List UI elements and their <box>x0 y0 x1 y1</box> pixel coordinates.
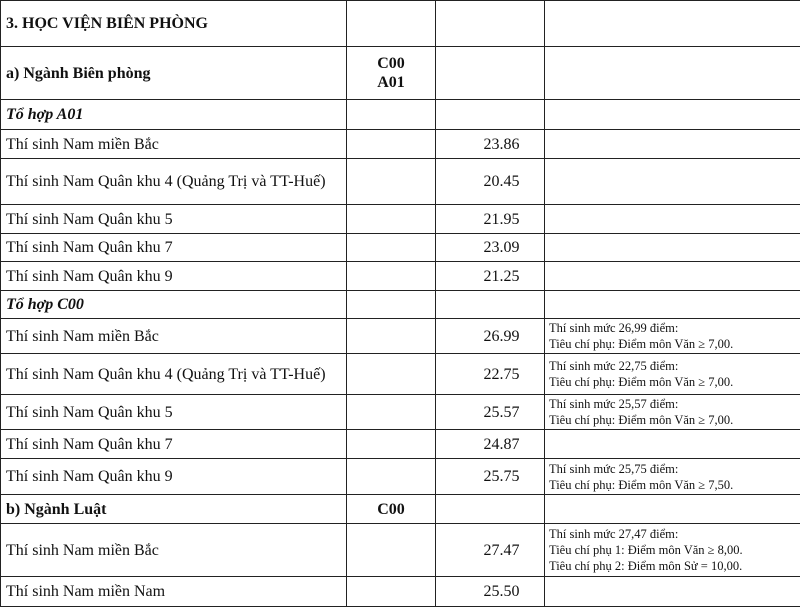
empty-cell <box>347 395 436 430</box>
candidate-group: Thí sinh Nam Quân khu 7 <box>1 430 347 459</box>
major-b-row <box>1 495 800 524</box>
empty-cell <box>545 1 800 47</box>
empty-cell <box>347 159 436 205</box>
group-c00-label: Tổ hợp C00 <box>1 291 347 319</box>
score-cell: 26.99 <box>436 319 545 354</box>
section-title: 3. HỌC VIỆN BIÊN PHÒNG <box>1 1 347 47</box>
empty-cell <box>347 459 436 495</box>
major-a-label: a) Ngành Biên phòng <box>1 47 347 100</box>
major-b-code: C00 <box>347 495 436 524</box>
empty-cell <box>347 577 436 607</box>
candidate-group: Thí sinh Nam Quân khu 9 <box>1 459 347 495</box>
empty-cell <box>545 130 800 159</box>
empty-cell <box>347 130 436 159</box>
score-cell: 20.45 <box>436 159 545 205</box>
empty-cell <box>347 354 436 395</box>
empty-cell <box>347 234 436 262</box>
subject-code: A01 <box>377 74 405 91</box>
empty-cell <box>545 262 800 291</box>
empty-cell <box>545 234 800 262</box>
candidate-group: Thí sinh Nam Quân khu 5 <box>1 395 347 430</box>
candidate-group: Thí sinh Nam Quân khu 4 (Quảng Trị và TT-Huế) <box>1 354 347 395</box>
note-line: Tiêu chí phụ: Điểm môn Văn ≥ 7,00. <box>549 413 734 427</box>
score-cell: 24.87 <box>436 430 545 459</box>
note-line: Thí sinh mức 25,75 điểm: <box>549 461 679 476</box>
note-line: Thí sinh mức 25,57 điểm: <box>549 397 679 411</box>
table-row <box>1 459 800 495</box>
candidate-group: Thí sinh Nam Quân khu 9 <box>1 262 347 291</box>
candidate-group: Thí sinh Nam miền Nam <box>1 577 347 607</box>
table-row <box>1 130 800 159</box>
empty-cell <box>347 319 436 354</box>
candidate-group: Thí sinh Nam Quân khu 7 <box>1 234 347 262</box>
table-row <box>1 234 800 262</box>
major-a-codes <box>347 47 436 100</box>
empty-cell <box>545 159 800 205</box>
table-row <box>1 262 800 291</box>
section-header-row <box>1 1 800 47</box>
empty-cell <box>436 495 545 524</box>
major-a-row <box>1 47 800 100</box>
empty-cell <box>347 262 436 291</box>
note-line: Thí sinh mức 22,75 điểm: <box>549 359 679 373</box>
table-row <box>1 354 800 395</box>
score-cell: 25.57 <box>436 395 545 430</box>
table-row <box>1 395 800 430</box>
score-cell: 21.95 <box>436 205 545 234</box>
table-row <box>1 319 800 354</box>
score-cell: 21.25 <box>436 262 545 291</box>
tiebreak-note <box>545 459 800 495</box>
score-cell: 23.09 <box>436 234 545 262</box>
note-line: Tiêu chí phụ: Điểm môn Văn ≥ 7,00. <box>549 337 734 351</box>
empty-cell <box>347 205 436 234</box>
candidate-group: Thí sinh Nam miền Bắc <box>1 319 347 354</box>
score-cell: 25.50 <box>436 577 545 607</box>
note-line: Thí sinh mức 26,99 điểm: <box>549 321 679 335</box>
empty-cell <box>347 430 436 459</box>
table-row <box>1 159 800 205</box>
empty-cell <box>545 205 800 234</box>
empty-cell <box>545 47 800 100</box>
empty-cell <box>347 1 436 47</box>
score-cell: 25.75 <box>436 459 545 495</box>
tiebreak-note <box>545 524 800 577</box>
group-c00-row <box>1 291 800 319</box>
group-a01-label: Tổ hợp A01 <box>1 100 347 130</box>
empty-cell <box>436 1 545 47</box>
empty-cell <box>545 430 800 459</box>
empty-cell <box>436 291 545 319</box>
empty-cell <box>545 291 800 319</box>
empty-cell <box>436 47 545 100</box>
note-line: Tiêu chí phụ 1: Điểm môn Văn ≥ 8,00. <box>549 543 743 557</box>
table-row <box>1 430 800 459</box>
empty-cell <box>347 100 436 130</box>
empty-cell <box>347 291 436 319</box>
candidate-group: Thí sinh Nam Quân khu 5 <box>1 205 347 234</box>
group-a01-row <box>1 100 800 130</box>
tiebreak-note <box>545 354 800 395</box>
score-cell: 23.86 <box>436 130 545 159</box>
tiebreak-note <box>545 395 800 430</box>
subject-code: C00 <box>377 55 405 72</box>
candidate-group: Thí sinh Nam miền Bắc <box>1 130 347 159</box>
note-line: Tiêu chí phụ: Điểm môn Văn ≥ 7,00. <box>549 375 734 389</box>
tiebreak-note <box>545 319 800 354</box>
note-line: Tiêu chí phụ: Điểm môn Văn ≥ 7,50. <box>549 477 734 492</box>
note-line: Thí sinh mức 27,47 điểm: <box>549 527 679 541</box>
empty-cell <box>545 577 800 607</box>
table-row <box>1 205 800 234</box>
major-b-label: b) Ngành Luật <box>1 495 347 524</box>
candidate-group: Thí sinh Nam miền Bắc <box>1 524 347 577</box>
empty-cell <box>545 100 800 130</box>
empty-cell <box>347 524 436 577</box>
table-row <box>1 524 800 577</box>
score-cell: 27.47 <box>436 524 545 577</box>
empty-cell <box>545 495 800 524</box>
candidate-group: Thí sinh Nam Quân khu 4 (Quảng Trị và TT-Huế) <box>1 159 347 205</box>
empty-cell <box>436 100 545 130</box>
note-line: Tiêu chí phụ 2: Điểm môn Sử = 10,00. <box>549 559 743 573</box>
table-row <box>1 577 800 607</box>
score-cell: 22.75 <box>436 354 545 395</box>
